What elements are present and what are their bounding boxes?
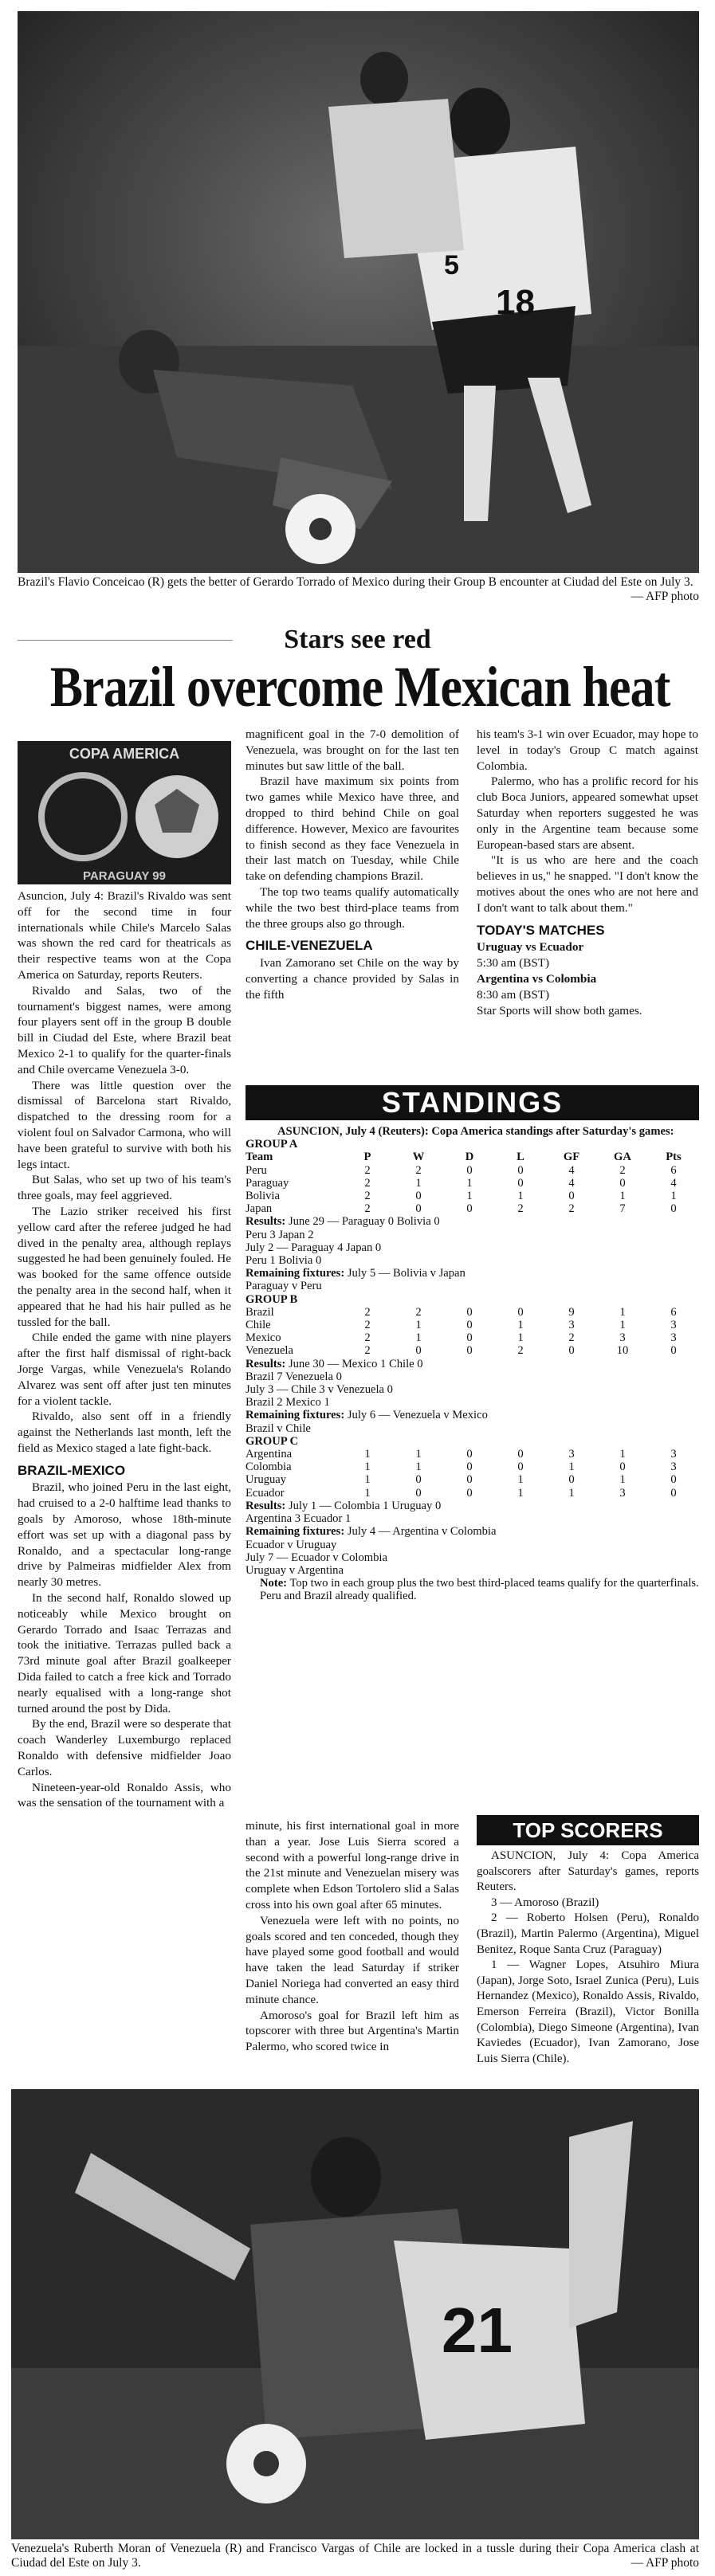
- stat-cell: 1: [466, 1190, 473, 1203]
- stat-cell: 2: [364, 1344, 371, 1358]
- article-column-2-bottom: [246, 1818, 459, 2055]
- match-2-time: 8:30 am (BST): [477, 987, 550, 1002]
- stat-cell: 1: [619, 1190, 626, 1203]
- stat-cell: 2: [364, 1163, 371, 1177]
- stat-cell: 2: [568, 1202, 575, 1216]
- stat-cell: 1: [517, 1486, 524, 1500]
- stat-cell: 1: [568, 1486, 575, 1500]
- group-b-table: [246, 1306, 699, 1358]
- stat-cell: 1: [619, 1473, 626, 1487]
- stat-cell: 1: [568, 1461, 575, 1474]
- stat-cell: 4: [568, 1163, 575, 1177]
- article-p9: In the second half, Ronaldo slowed up noticeably while Mexico brought on Gerardo Torrado and Isaac Terrazas and took the initiative. Terrazas pulled back a 73rd minute goal after Brazil goalkeeper Dida failed to catch a free kick and Torrado nearly equalised with a long-range shot turned around the post by Dida.: [18, 1591, 231, 1715]
- stat-cell: 2: [364, 1331, 371, 1345]
- stat-cell: 1: [364, 1448, 371, 1461]
- todays-matches-heading: TODAY'S MATCHES: [477, 922, 605, 938]
- stat-cell: 3: [568, 1448, 575, 1461]
- article-col2-p3: The top two teams qualify automatically while the two best third-place teams from the three groups also go through.: [246, 884, 459, 931]
- match-1-time: 5:30 am (BST): [477, 956, 550, 970]
- stat-cell: 3: [670, 1461, 677, 1474]
- group-b-result-2: Brazil 7 Venezuela 0: [246, 1370, 342, 1383]
- stat-cell: 1: [517, 1331, 524, 1345]
- article-col2b-p1: minute, his first international goal in more than a year. Jose Luis Sierra scored a second with a powerful long-range drive in the 21st minute and Venezuelan misery was complete when Edson Tortolero slid a Salas cross into his own goal after 65 minutes.: [246, 1819, 459, 1911]
- stat-cell: 3: [568, 1319, 575, 1332]
- standings-row: [246, 1306, 699, 1319]
- team-name: Mexico: [246, 1331, 281, 1345]
- standings-row: [246, 1473, 699, 1486]
- stat-cell: 3: [670, 1319, 677, 1332]
- top-photo: [18, 11, 699, 573]
- header-l: L: [517, 1151, 524, 1164]
- standings-note: Note: Top two in each group plus the two best third-placed teams qualify for the quarterfinals.: [260, 1577, 699, 1590]
- stat-cell: 4: [670, 1176, 677, 1190]
- stat-cell: 2: [415, 1163, 422, 1177]
- stat-cell: 1: [517, 1319, 524, 1332]
- article-col3-p2: Palermo, who has a prolific record for his club Boca Juniors, appeared somewhat upset Saturday when reporters suggested he was only in the Argentine team because some European-based stars are absent.: [477, 774, 698, 852]
- article-p3: There was little question over the dismissal of Barcelona start Rivaldo, dispatched to the dressing room for a violent foul on Salvador Carmona, who will have been grateful to survive with both his legs intact.: [18, 1078, 231, 1171]
- article-col2-p1: magnificent goal in the 7-0 demolition of Venezuela, was brought on for the last ten minutes but saw little of the ball.: [246, 727, 459, 773]
- stat-cell: 1: [619, 1319, 626, 1332]
- standings-box: [246, 1125, 699, 1603]
- stat-cell: 1: [415, 1176, 422, 1190]
- stat-cell: 0: [466, 1486, 473, 1500]
- bottom-photo-credit: — AFP photo: [631, 2556, 699, 2570]
- bottom-shirt-number: 21: [442, 2295, 513, 2366]
- stat-cell: 0: [619, 1176, 626, 1190]
- stat-cell: 2: [517, 1344, 524, 1358]
- top-shirt-number: 18: [496, 283, 535, 322]
- group-a-result-4: Peru 1 Bolivia 0: [246, 1254, 322, 1268]
- team-name: Chile: [246, 1319, 271, 1332]
- article-col3-p3: "It is us who are here and the coach believes in us," he snapped. "I don't know the motives about the ones who are not here and I don't want to talk about them.": [477, 853, 698, 915]
- headline: Brazil overcome Mexican heat: [49, 655, 670, 719]
- stat-cell: 1: [364, 1486, 371, 1500]
- team-name: Colombia: [246, 1461, 292, 1474]
- top-scorers-banner: TOP SCORERS: [477, 1815, 699, 1845]
- article-p8: Brazil, who joined Peru in the last eight, had cruised to a 2-0 halftime lead thanks to goals by Amoroso, whose 18th-minute effort was set up with a diagonal pass by Ronaldo, and a spectacular long-range drive by Palmeiras midfielder Alex from nearly 30 metres.: [18, 1480, 231, 1590]
- bottom-photo-scene: [11, 2089, 699, 2539]
- group-b-results: Results: June 30 — Mexico 1 Chile 0: [246, 1357, 423, 1370]
- stat-cell: 0: [466, 1163, 473, 1177]
- article-col2-p2: Brazil have maximum six points from two games while Mexico have three, and dropped to third behind Chile on goal difference. However, Mexico are favourites to finish second as they face Venezuela in their last match on Tuesday, while Chile take on defending champions Brazil.: [246, 774, 459, 884]
- stat-cell: 1: [415, 1331, 422, 1345]
- stat-cell: 6: [670, 1163, 677, 1177]
- subhead-brazil-mexico: BRAZIL-MEXICO: [18, 1462, 126, 1478]
- stat-cell: 0: [670, 1486, 677, 1500]
- team-name: Paraguay: [246, 1176, 289, 1190]
- scorers-three-goals: 3 — Amoroso (Brazil): [491, 1896, 599, 1909]
- article-column-1: [18, 888, 231, 1811]
- team-name: Uruguay: [246, 1473, 287, 1487]
- standings-row: [246, 1487, 699, 1500]
- team-name: Ecuador: [246, 1486, 285, 1500]
- header-pts: Pts: [666, 1151, 682, 1164]
- stat-cell: 3: [670, 1331, 677, 1345]
- standings-row: [246, 1202, 699, 1215]
- stat-cell: 0: [466, 1448, 473, 1461]
- standings-row: [246, 1448, 699, 1461]
- stat-cell: 1: [517, 1190, 524, 1203]
- top-photo-credit: — AFP photo: [631, 590, 699, 603]
- stat-cell: 3: [670, 1448, 677, 1461]
- team-name: Japan: [246, 1202, 273, 1216]
- stat-cell: 1: [619, 1448, 626, 1461]
- stat-cell: 0: [415, 1473, 422, 1487]
- top-photo-caption: Brazil's Flavio Conceicao (R) gets the better of Gerardo Torrado of Mexico during their Group B encounter at Ciudad del Este on July 3. — AFP photo: [18, 575, 699, 603]
- team-name: Peru: [246, 1163, 267, 1177]
- logo-bottom-text: PARAGUAY 99: [83, 869, 166, 883]
- stat-cell: 1: [415, 1448, 422, 1461]
- top-photo-scene: [18, 11, 699, 573]
- stat-cell: 1: [466, 1176, 473, 1190]
- stat-cell: 0: [466, 1202, 473, 1216]
- header-ga: GA: [614, 1151, 631, 1164]
- match-1-teams: Uruguay vs Ecuador: [477, 940, 584, 955]
- stat-cell: 0: [517, 1461, 524, 1474]
- header-w: W: [412, 1151, 425, 1164]
- group-c-fixtures: Remaining fixtures: July 4 — Argentina v Colombia: [246, 1525, 497, 1539]
- group-a-label: GROUP A: [246, 1138, 298, 1151]
- stat-cell: 1: [619, 1305, 626, 1319]
- stat-cell: 3: [619, 1486, 626, 1500]
- article-col2b-p3: Amoroso's goal for Brazil left him as topscorer with three but Argentina's Martin Palermo, who scored twice in: [246, 2008, 459, 2054]
- standings-row: [246, 1190, 699, 1202]
- top-shirt-number-2: 5: [444, 250, 459, 280]
- stat-cell: 1: [364, 1461, 371, 1474]
- match-2-teams: Argentina vs Colombia: [477, 971, 597, 986]
- article-p4: But Salas, who set up two of his team's three goals, may feel aggrieved.: [18, 1173, 231, 1203]
- header-team: Team: [246, 1151, 273, 1164]
- stat-cell: 0: [517, 1305, 524, 1319]
- stat-cell: 2: [619, 1163, 626, 1177]
- standings-header-row: [246, 1151, 699, 1163]
- group-a-result-3: July 2 — Paraguay 4 Japan 0: [246, 1241, 382, 1254]
- team-name: Bolivia: [246, 1190, 280, 1203]
- group-c-fixture-3: July 7 — Ecuador v Colombia: [246, 1551, 387, 1564]
- copa-america-logo: [18, 741, 231, 884]
- stat-cell: 3: [619, 1331, 626, 1345]
- group-a-table: [246, 1151, 699, 1215]
- stat-cell: 0: [415, 1190, 422, 1203]
- article-p10: By the end, Brazil were so desperate that coach Wanderley Luxemburgo replaced Ronaldo with defensive midfielder Joao Carlos.: [18, 1717, 231, 1778]
- group-b-result-4: Brazil 2 Mexico 1: [246, 1396, 330, 1410]
- stat-cell: 0: [670, 1202, 677, 1216]
- stat-cell: 0: [568, 1344, 575, 1358]
- article-column-3: [477, 727, 698, 1018]
- group-c-label: GROUP C: [246, 1434, 299, 1448]
- article-col3-p1: his team's 3-1 win over Ecuador, may hope to level in today's Group C match against Colombia.: [477, 727, 698, 773]
- stat-cell: 0: [517, 1176, 524, 1190]
- article-column-2: [246, 727, 459, 1003]
- group-b-fixture-2: Brazil v Chile: [246, 1421, 311, 1435]
- stat-cell: 0: [466, 1331, 473, 1345]
- group-a-fixtures: Remaining fixtures: July 5 — Bolivia v Japan: [246, 1267, 466, 1280]
- stat-cell: 0: [670, 1473, 677, 1487]
- group-a-result-2: Peru 3 Japan 2: [246, 1228, 314, 1241]
- group-c-results: Results: July 1 — Colombia 1 Uruguay 0: [246, 1499, 442, 1512]
- stat-cell: 2: [364, 1202, 371, 1216]
- stat-cell: 9: [568, 1305, 575, 1319]
- stat-cell: 1: [364, 1473, 371, 1487]
- stat-cell: 1: [415, 1461, 422, 1474]
- group-b-fixtures: Remaining fixtures: July 6 — Venezuela v Mexico: [246, 1409, 488, 1422]
- stat-cell: 6: [670, 1305, 677, 1319]
- standings-row: [246, 1344, 699, 1357]
- standings-row: [246, 1461, 699, 1473]
- scorers-two-goals: 2 — Roberto Holsen (Peru), Ronaldo (Brazil), Martin Palermo (Argentina), Miguel Benitez, Roque Santa Cruz (Paraguay): [477, 1911, 699, 1956]
- team-name: Brazil: [246, 1305, 274, 1319]
- scorers-intro: ASUNCION, July 4: Copa America goalscorers after Saturday's games, reports Reuters.: [477, 1849, 699, 1894]
- stat-cell: 2: [517, 1202, 524, 1216]
- stat-cell: 2: [568, 1331, 575, 1345]
- group-b-result-3: July 3 — Chile 3 v Venezuela 0: [246, 1383, 393, 1397]
- stat-cell: 7: [619, 1202, 626, 1216]
- group-a-fixture-2: Paraguay v Peru: [246, 1280, 322, 1293]
- stat-cell: 0: [466, 1344, 473, 1358]
- header-gf: GF: [563, 1151, 580, 1164]
- article-col2b-p2: Venezuela were left with no points, no goals scored and ten conceded, though they have played some good football and would have taken the lead Saturday if striker Daniel Noriega had converted an easy third minute chance.: [246, 1913, 459, 2006]
- header-d: D: [465, 1151, 474, 1164]
- standings-row: [246, 1177, 699, 1190]
- kicker: Stars see red: [284, 625, 431, 654]
- standings-intro: ASUNCION, July 4 (Reuters): Copa America standings after Saturday's games:: [277, 1125, 674, 1138]
- header-p: P: [363, 1151, 371, 1164]
- subhead-chile-venezuela: CHILE-VENEZUELA: [246, 938, 373, 954]
- logo-top-text: COPA AMERICA: [69, 746, 180, 762]
- stat-cell: 2: [364, 1319, 371, 1332]
- article-p6: Chile ended the game with nine players after the first half dismissal of right-back Jorge Vargas, while Venezuela's Rolando Alvarez was sent off after just ten minutes for a violent tackle.: [18, 1331, 231, 1408]
- group-c-fixture-2: Ecuador v Uruguay: [246, 1538, 337, 1551]
- stat-cell: 0: [517, 1448, 524, 1461]
- stat-cell: 0: [466, 1319, 473, 1332]
- stat-cell: 2: [364, 1176, 371, 1190]
- standings-banner: STANDINGS: [246, 1085, 699, 1120]
- article-p5: The Lazio striker received his first yellow card after the referee judged he had dived in the penalty area, although replays suggested he had been genuinely fouled. He was booked for the same offence outside the penalty area in the second half, when it appeared that he had his hair pulled as he tussled for the ball.: [18, 1204, 231, 1329]
- stat-cell: 0: [619, 1461, 626, 1474]
- stat-cell: 0: [466, 1461, 473, 1474]
- stat-cell: 0: [568, 1190, 575, 1203]
- article-p11: Nineteen-year-old Ronaldo Assis, who was the sensation of the tournament with a: [18, 1780, 231, 1810]
- group-c-table: [246, 1448, 699, 1500]
- stat-cell: 4: [568, 1176, 575, 1190]
- stat-cell: 1: [517, 1473, 524, 1487]
- stat-cell: 2: [415, 1305, 422, 1319]
- bottom-photo: [11, 2089, 699, 2539]
- standings-row: [246, 1331, 699, 1344]
- group-c-fixture-4: Uruguay v Argentina: [246, 1563, 344, 1577]
- standings-row: [246, 1319, 699, 1331]
- standings-row: [246, 1164, 699, 1177]
- match-broadcast-note: Star Sports will show both games.: [477, 1003, 642, 1017]
- stat-cell: 1: [415, 1319, 422, 1332]
- stat-cell: 2: [364, 1190, 371, 1203]
- team-name: Venezuela: [246, 1344, 293, 1358]
- top-scorers-box: [477, 1849, 699, 2067]
- scorers-one-goal: 1 — Wagner Lopes, Atsuhiro Miura (Japan), Jorge Soto, Israel Zunica (Peru), Luis Hernandez (Mexico), Ronaldo Assis, Rivaldo, Emerson Ferreira (Brazil), Victor Bonilla (Colombia), Diego Simeone (Argentina), Ivan Kaviedes (Ecuador), Ivan Zamorano, Jose Luis Sierra (Chile).: [477, 1958, 699, 2065]
- stat-cell: 2: [364, 1305, 371, 1319]
- article-p2: Rivaldo and Salas, two of the tournament's biggest names, were among four players sent off in the group B double bill in Ciudad del Este, where Brazil beat Mexico 2-1 to qualify for the quarter-finals and Chile overcame Venezuela 3-0.: [18, 983, 231, 1076]
- stat-cell: 0: [466, 1305, 473, 1319]
- stat-cell: 10: [616, 1344, 629, 1358]
- article-col2-p4: Ivan Zamorano set Chile on the way by converting a chance provided by Salas in the fifth: [246, 956, 459, 1002]
- group-b-label: GROUP B: [246, 1292, 298, 1306]
- article-p1: Asuncion, July 4: Brazil's Rivaldo was sent off for the second time in four internationals while Chile's Marcelo Salas was shown the red card for theatricals as their respective teams won at the Copa America on Saturday, reports Reuters.: [18, 889, 231, 982]
- stat-cell: 0: [415, 1344, 422, 1358]
- bottom-photo-caption: Venezuela's Ruberth Moran of Venezuela (R) and Francisco Vargas of Chile are locked in a tussle during their Copa America clash at Ciudad del Este on July 3. — AFP photo: [11, 2542, 699, 2570]
- stat-cell: 0: [466, 1473, 473, 1487]
- group-a-results: Results: June 29 — Paraguay 0 Bolivia 0: [246, 1215, 440, 1229]
- stat-cell: 0: [568, 1473, 575, 1487]
- stat-cell: 0: [415, 1202, 422, 1216]
- standings-note-2: Peru and Brazil already qualified.: [260, 1590, 417, 1603]
- stat-cell: 1: [670, 1190, 677, 1203]
- stat-cell: 0: [415, 1486, 422, 1500]
- team-name: Argentina: [246, 1448, 293, 1461]
- stat-cell: 0: [517, 1163, 524, 1177]
- stat-cell: 0: [670, 1344, 677, 1358]
- article-p7: Rivaldo, also sent off in a friendly against the Netherlands last month, left the field as Mexico staged a late fight-back.: [18, 1410, 231, 1455]
- group-c-result-2: Argentina 3 Ecuador 1: [246, 1512, 352, 1526]
